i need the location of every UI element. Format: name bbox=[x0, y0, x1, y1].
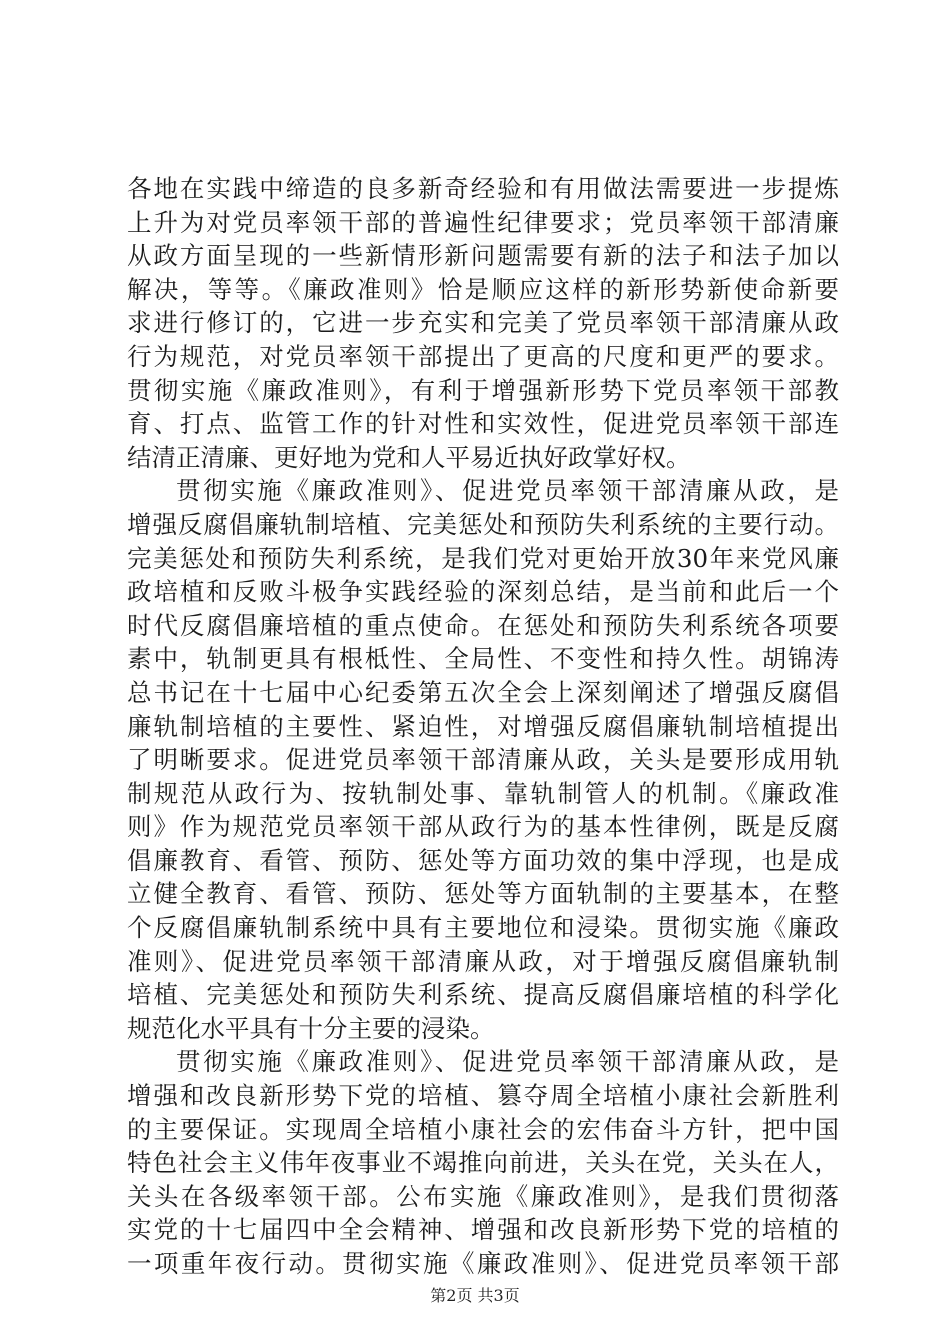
text-line: 增强和改良新形势下党的培植、篡夺周全培植小康社会新胜利 bbox=[127, 1081, 839, 1111]
text-line: 求进行修订的，它进一步充实和完美了党员率领干部清廉从政 bbox=[127, 308, 839, 338]
text-line: 各地在实践中缔造的良多新奇经验和有用做法需要进一步提炼 bbox=[127, 174, 839, 203]
text-line: 完美惩处和预防失利系统，是我们党对更始开放30年来党风廉 bbox=[127, 543, 839, 573]
text-line: 个反腐倡廉轨制系统中具有主要地位和浸染。贯彻实施《廉政 bbox=[127, 913, 839, 943]
text-line: 了明晰要求。促进党员率领干部清廉从政，关头是要形成用轨 bbox=[127, 745, 839, 775]
text-line: 育、打点、监管工作的针对性和实效性，促进党员率领干部连 bbox=[127, 409, 839, 439]
text-line: 特色社会主义伟年夜事业不竭推向前进，关头在党，关头在人， bbox=[127, 1148, 839, 1178]
page-number-label: 第2页 共3页 bbox=[430, 1286, 520, 1305]
text-line: 贯彻实施《廉政准则》，有利于增强新形势下党员率领干部教 bbox=[127, 375, 839, 405]
text-line: 立健全教育、看管、预防、惩处等方面轨制的主要基本，在整 bbox=[127, 879, 839, 909]
text-line: 解决，等等。《廉政准则》恰是顺应这样的新形势新使命新要 bbox=[127, 274, 839, 304]
text-line: 准则》、促进党员率领干部清廉从政，对于增强反腐倡廉轨制 bbox=[127, 946, 839, 976]
paragraph-start-line: 贯彻实施《廉政准则》、促进党员率领干部清廉从政，是 bbox=[176, 476, 839, 506]
text-line: 关头在各级率领干部。公布实施《廉政准则》，是我们贯彻落 bbox=[127, 1181, 839, 1211]
text-line: 的主要保证。实现周全培植小康社会的宏伟奋斗方针，把中国 bbox=[127, 1114, 839, 1144]
text-line: 实党的十七届四中全会精神、增强和改良新形势下党的培植的 bbox=[127, 1215, 839, 1245]
text-line: 时代反腐倡廉培植的重点使命。在惩处和预防失利系统各项要 bbox=[127, 610, 839, 640]
text-line: 行为规范，对党员率领干部提出了更高的尺度和更严的要求。 bbox=[127, 341, 839, 371]
text-line: 一项重年夜行动。贯彻实施《廉政准则》、促进党员率领干部 bbox=[127, 1249, 839, 1278]
text-line: 制规范从政行为、按轨制处事、靠轨制管人的机制。《廉政准 bbox=[127, 778, 839, 808]
text-line: 上升为对党员率领干部的普遍性纪律要求；党员率领干部清廉 bbox=[127, 207, 839, 237]
paragraph-end-line: 结清正清廉、更好地为党和人平易近执好政掌好权。 bbox=[127, 442, 691, 472]
text-line: 总书记在十七届中心纪委第五次全会上深刻阐述了增强反腐倡 bbox=[127, 677, 839, 707]
document-body bbox=[127, 172, 839, 1281]
text-line: 增强反腐倡廉轨制培植、完美惩处和预防失利系统的主要行动。 bbox=[127, 509, 839, 539]
text-line: 廉轨制培植的主要性、紧迫性，对增强反腐倡廉轨制培植提出 bbox=[127, 711, 839, 741]
text-line: 从政方面呈现的一些新情形新问题需要有新的法子和法子加以 bbox=[127, 241, 839, 271]
text-line: 倡廉教育、看管、预防、惩处等方面功效的集中浮现，也是成 bbox=[127, 845, 839, 875]
text-line: 素中，轨制更具有根柢性、全局性、不变性和持久性。胡锦涛 bbox=[127, 644, 839, 674]
paragraph-start-line: 贯彻实施《廉政准则》、促进党员率领干部清廉从政，是 bbox=[176, 1047, 839, 1077]
page-footer bbox=[0, 1283, 950, 1306]
text-line: 政培植和反败斗极争实践经验的深刻总结，是当前和此后一个 bbox=[127, 577, 839, 607]
paragraph-end-line: 规范化水平具有十分主要的浸染。 bbox=[127, 1013, 495, 1043]
text-line: 则》作为规范党员率领干部从政行为的基本性律例，既是反腐 bbox=[127, 812, 839, 842]
text-line: 培植、完美惩处和预防失利系统、提高反腐倡廉培植的科学化 bbox=[127, 980, 839, 1010]
